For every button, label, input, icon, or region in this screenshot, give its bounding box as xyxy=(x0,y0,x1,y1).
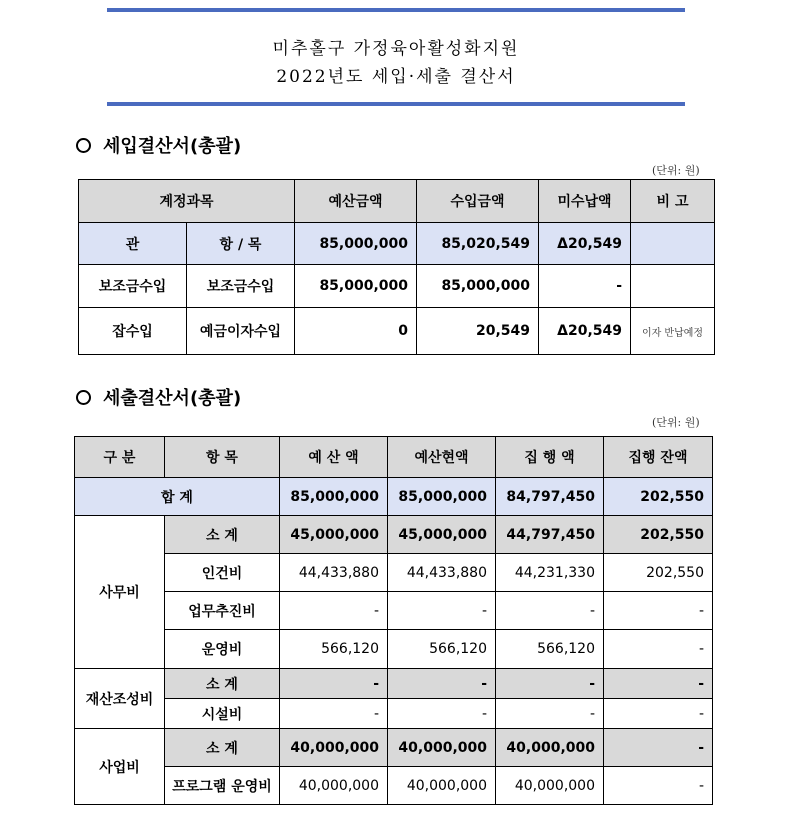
row-executed: - xyxy=(496,592,604,630)
total-label: 합 계 xyxy=(75,478,280,516)
header-item: 항 목 xyxy=(165,437,280,478)
row-income: 85,000,000 xyxy=(417,265,539,308)
row-current: - xyxy=(388,699,496,729)
row-mok: 보조금수입 xyxy=(187,265,295,308)
revenue-section-heading xyxy=(76,132,241,158)
row-budget: 44,433,880 xyxy=(280,554,388,592)
row-budget: 566,120 xyxy=(280,630,388,669)
top-rule xyxy=(107,8,685,12)
table-row xyxy=(75,516,713,554)
table-row xyxy=(75,729,713,767)
group-name: 재산조성비 xyxy=(75,669,165,729)
row-budget: - xyxy=(280,592,388,630)
row-current: - xyxy=(388,669,496,699)
row-budget: - xyxy=(280,669,388,699)
header-balance: 집행 잔액 xyxy=(604,437,713,478)
row-mok: 예금이자수입 xyxy=(187,308,295,355)
row-budget: 85,000,000 xyxy=(295,265,417,308)
row-note xyxy=(631,265,715,308)
table-row xyxy=(79,265,715,308)
row-current: 40,000,000 xyxy=(388,767,496,805)
expenditure-heading-text: 세출결산서(총괄) xyxy=(103,388,242,409)
row-current: 566,120 xyxy=(388,630,496,669)
row-balance: - xyxy=(604,699,713,729)
revenue-unit-label: (단위: 원) xyxy=(652,164,700,177)
table-row xyxy=(75,554,713,592)
row-balance: - xyxy=(604,729,713,767)
row-item: 소 계 xyxy=(165,729,280,767)
header-budget: 예 산 액 xyxy=(280,437,388,478)
row-budget: 0 xyxy=(295,308,417,355)
header-executed: 집 행 액 xyxy=(496,437,604,478)
summary-note xyxy=(631,223,715,265)
row-balance: 202,550 xyxy=(604,516,713,554)
row-balance: 202,550 xyxy=(604,554,713,592)
circle-bullet-icon xyxy=(76,390,91,405)
circle-bullet-icon xyxy=(76,138,91,153)
table-row xyxy=(75,592,713,630)
expenditure-unit-label: (단위: 원) xyxy=(652,416,700,429)
group-name: 사무비 xyxy=(75,516,165,669)
row-current: 44,433,880 xyxy=(388,554,496,592)
header-category: 구 분 xyxy=(75,437,165,478)
row-balance: - xyxy=(604,592,713,630)
summary-income: 85,020,549 xyxy=(417,223,539,265)
header-current-budget: 예산현액 xyxy=(388,437,496,478)
table-row xyxy=(75,767,713,805)
document-subtitle: 2022년도 세입·세출 결산서 xyxy=(276,67,516,87)
row-budget: 40,000,000 xyxy=(280,767,388,805)
row-executed: 44,797,450 xyxy=(496,516,604,554)
row-executed: - xyxy=(496,699,604,729)
row-item: 시설비 xyxy=(165,699,280,729)
total-current: 85,000,000 xyxy=(388,478,496,516)
expenditure-table xyxy=(74,436,713,805)
table-row xyxy=(75,699,713,729)
row-income: 20,549 xyxy=(417,308,539,355)
row-executed: - xyxy=(496,669,604,699)
revenue-heading-text: 세입결산서(총괄) xyxy=(103,136,242,157)
row-balance: - xyxy=(604,630,713,669)
row-current: - xyxy=(388,592,496,630)
total-row xyxy=(75,478,713,516)
header-budget: 예산금액 xyxy=(295,180,417,223)
row-item: 프로그램 운영비 xyxy=(165,767,280,805)
row-budget: 40,000,000 xyxy=(280,729,388,767)
total-balance: 202,550 xyxy=(604,478,713,516)
total-executed: 84,797,450 xyxy=(496,478,604,516)
row-executed: 40,000,000 xyxy=(496,767,604,805)
header-uncollected: 미수납액 xyxy=(539,180,631,223)
table-row xyxy=(75,669,713,699)
header-account: 계정과목 xyxy=(79,180,295,223)
row-executed: 566,120 xyxy=(496,630,604,669)
summary-uncollected: Δ20,549 xyxy=(539,223,631,265)
group-name: 사업비 xyxy=(75,729,165,805)
total-budget: 85,000,000 xyxy=(280,478,388,516)
row-executed: 40,000,000 xyxy=(496,729,604,767)
row-note: 이자 반납예정 xyxy=(631,308,715,355)
table-row xyxy=(75,630,713,669)
header-remarks: 비 고 xyxy=(631,180,715,223)
row-item: 소 계 xyxy=(165,516,280,554)
summary-gwan: 관 xyxy=(79,223,187,265)
table-row xyxy=(79,308,715,355)
row-gwan: 잡수입 xyxy=(79,308,187,355)
row-uncollected: - xyxy=(539,265,631,308)
summary-hang-mok: 항 / 목 xyxy=(187,223,295,265)
header-income: 수입금액 xyxy=(417,180,539,223)
document-title: 미추홀구 가정육아활성화지원 xyxy=(272,39,520,59)
row-current: 45,000,000 xyxy=(388,516,496,554)
bottom-rule xyxy=(107,102,685,106)
row-balance: - xyxy=(604,767,713,805)
row-balance: - xyxy=(604,669,713,699)
row-gwan: 보조금수입 xyxy=(79,265,187,308)
row-budget: 45,000,000 xyxy=(280,516,388,554)
row-executed: 44,231,330 xyxy=(496,554,604,592)
row-budget: - xyxy=(280,699,388,729)
summary-budget: 85,000,000 xyxy=(295,223,417,265)
row-item: 운영비 xyxy=(165,630,280,669)
revenue-table xyxy=(78,179,715,355)
revenue-summary-row xyxy=(79,223,715,265)
row-item: 업무추진비 xyxy=(165,592,280,630)
row-item: 인건비 xyxy=(165,554,280,592)
row-uncollected: Δ20,549 xyxy=(539,308,631,355)
row-current: 40,000,000 xyxy=(388,729,496,767)
row-item: 소 계 xyxy=(165,669,280,699)
expenditure-section-heading xyxy=(76,384,241,410)
